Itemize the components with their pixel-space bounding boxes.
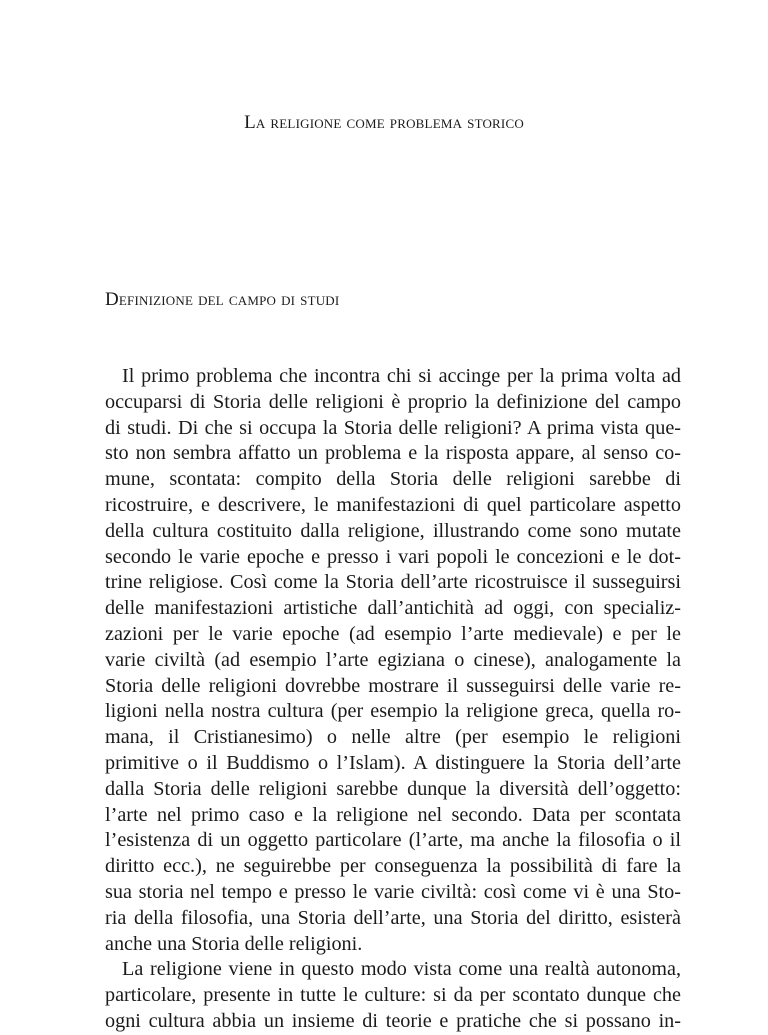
text-line: delle manifestazioni artistiche dall’antichità ad oggi, con specializ-	[105, 597, 681, 620]
text-line: La religione viene in questo modo vista come una realtà autonoma,	[122, 958, 681, 981]
text-line: sua storia nel tempo e presso le varie civiltà: così come vi è una Sto-	[105, 880, 681, 903]
text-line: Storia delle religioni dovrebbe mostrare il susseguirsi delle varie re-	[105, 674, 681, 697]
text-line: zazioni per le varie epoche (ad esempio l’arte medievale) e per le	[105, 622, 681, 645]
text-line: di studi. Di che si occupa la Storia delle religioni? A prima vista que-	[105, 416, 681, 439]
text-line: l’arte nel primo caso e la religione nel secondo. Data per scontata	[105, 803, 681, 826]
text-line: secondo le varie epoche e presso i vari popoli le concezioni e le dot-	[105, 545, 681, 568]
text-line: ria della filosofia, una Storia dell’arte, una Storia del diritto, esisterà	[105, 906, 681, 929]
text-line: occuparsi di Storia delle religioni è proprio la definizione del campo	[105, 390, 681, 413]
body-text	[105, 364, 681, 1035]
text-line: mana, il Cristianesimo) o nelle altre (per esempio le religioni	[105, 726, 681, 749]
section-title: Definizione del campo di studi	[105, 289, 340, 310]
text-line: sto non sembra affatto un problema e la risposta appare, al senso co-	[105, 442, 681, 465]
text-line: Il primo problema che incontra chi si accinge per la prima volta ad	[122, 365, 681, 387]
chapter-title: La religione come problema storico	[244, 112, 524, 133]
text-line: trine religiose. Così come la Storia dell’arte ricostruisce il susseguirsi	[105, 571, 681, 594]
text-line: mune, scontata: compito della Storia delle religioni sarebbe di	[105, 468, 681, 491]
text-line: l’esistenza di un oggetto particolare (l’arte, ma anche la filosofia o il	[105, 829, 681, 852]
text-line: diritto ecc.), ne seguirebbe per conseguenza la possibilità di fare la	[105, 855, 681, 878]
text-line: anche una Storia delle religioni.	[105, 932, 363, 955]
text-line: della cultura costituito dalla religione, illustrando come sono mutate	[105, 519, 681, 542]
text-line: ricostruire, e descrivere, le manifestazioni di quel particolare aspetto	[105, 493, 681, 516]
text-line: primitive o il Buddismo o l’Islam). A distinguere la Storia dell’arte	[105, 751, 681, 774]
text-line: dalla Storia delle religioni sarebbe dunque la diversità dell’oggetto:	[105, 777, 681, 800]
text-line: ogni cultura abbia un insieme di teorie e pratiche che si possano in-	[105, 1009, 681, 1032]
text-line: varie civiltà (ad esempio l’arte egiziana o cinese), analogamente la	[105, 648, 681, 671]
text-line: ligioni nella nostra cultura (per esempio la religione greca, quella ro-	[105, 700, 681, 723]
text-line: particolare, presente in tutte le culture: si da per scontato dunque che	[105, 984, 681, 1007]
